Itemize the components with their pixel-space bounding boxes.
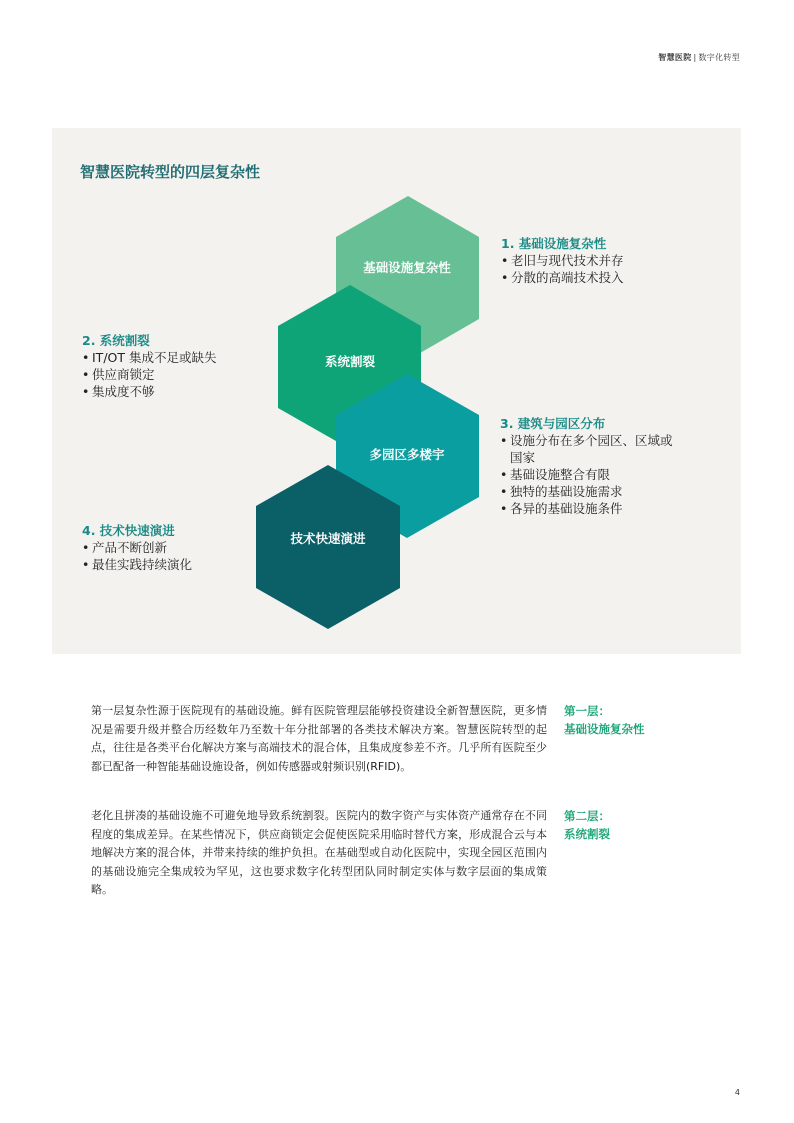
- layer-2-title: 2. 系统割裂: [82, 333, 150, 348]
- hexagon-label-infrastructure: 基础设施复杂性: [363, 260, 451, 275]
- hexagon-label-multi-campus: 多园区多楼宇: [369, 447, 445, 462]
- layer-3-bullet: • 设施分布在多个园区、区域或国家: [500, 432, 676, 466]
- layer-4-block: [82, 522, 262, 573]
- section-2-side-label: [564, 807, 610, 843]
- layer-1-title: 1. 基础设施复杂性: [501, 236, 607, 251]
- running-header: [658, 52, 740, 63]
- header-separator: |: [693, 53, 697, 62]
- layer-1-bullet: • 分散的高端技术投入: [501, 269, 701, 286]
- hexagon-label-tech-evolution: 技术快速演进: [290, 531, 366, 546]
- layer-1-bullet: • 老旧与现代技术并存: [501, 252, 701, 269]
- figure-panel: [52, 128, 741, 654]
- header-topic: 数字化转型: [698, 53, 740, 62]
- layer-1-block: [501, 235, 701, 286]
- header-brand: 智慧医院: [658, 53, 692, 62]
- section-1-side-label: [564, 702, 645, 738]
- section-1-paragraph: 第一层复杂性源于医院现有的基础设施。鲜有医院管理层能够投资建设全新智慧医院，更多情况是需要升级并整合历经数年乃至数十年分批部署的各类技术解决方案。智慧医院转型的起点，往往是各类平台化解决方案与高端技术的混合体，且集成度参差不齐。几乎所有医院至少都已配备一种智能基础设施设备，例如传感器或射频识别(RFID)。: [91, 704, 547, 773]
- figure-title: 智慧医院转型的四层复杂性: [80, 163, 261, 181]
- section-2-paragraph: 老化且拼凑的基础设施不可避免地导致系统割裂。医院内的数字资产与实体资产通常存在不同程度的集成差异。在某些情况下，供应商锁定会促使医院采用临时替代方案，形成混合云与本地解决方案的混合体，并带来持续的维护负担。在基础型或自动化医院中，实现全园区范围内的基础设施完全集成较为罕见，这也要求数字化转型团队同时制定实体与数字层面的集成策略。: [91, 809, 547, 896]
- layer-2-bullet: • 供应商锁定: [82, 366, 262, 383]
- section-1-side-label-line1: 第一层：: [564, 704, 610, 718]
- layer-3-bullet: • 基础设施整合有限: [500, 466, 676, 483]
- section-1-side-label-line2: 基础设施复杂性: [564, 722, 645, 736]
- section-2-side-label-line1: 第二层：: [564, 809, 610, 823]
- layer-3-block: [500, 415, 676, 517]
- layer-2-block: [82, 332, 262, 400]
- page-number: 4: [734, 1088, 740, 1097]
- layer-2-bullet: • 集成度不够: [82, 383, 262, 400]
- layer-2-bullet: • IT/OT 集成不足或缺失: [82, 349, 262, 366]
- section-2-side-label-line2: 系统割裂: [564, 827, 610, 841]
- layer-4-bullet: • 最佳实践持续演化: [82, 556, 262, 573]
- layer-3-bullet: • 独特的基础设施需求: [500, 483, 676, 500]
- layer-3-bullet: • 各异的基础设施条件: [500, 500, 676, 517]
- hexagon-label-system-fragmentation: 系统割裂: [324, 354, 376, 369]
- layer-3-title: 3. 建筑与园区分布: [500, 416, 606, 431]
- layer-4-bullet: • 产品不断创新: [82, 539, 262, 556]
- layer-4-title: 4. 技术快速演进: [82, 523, 175, 538]
